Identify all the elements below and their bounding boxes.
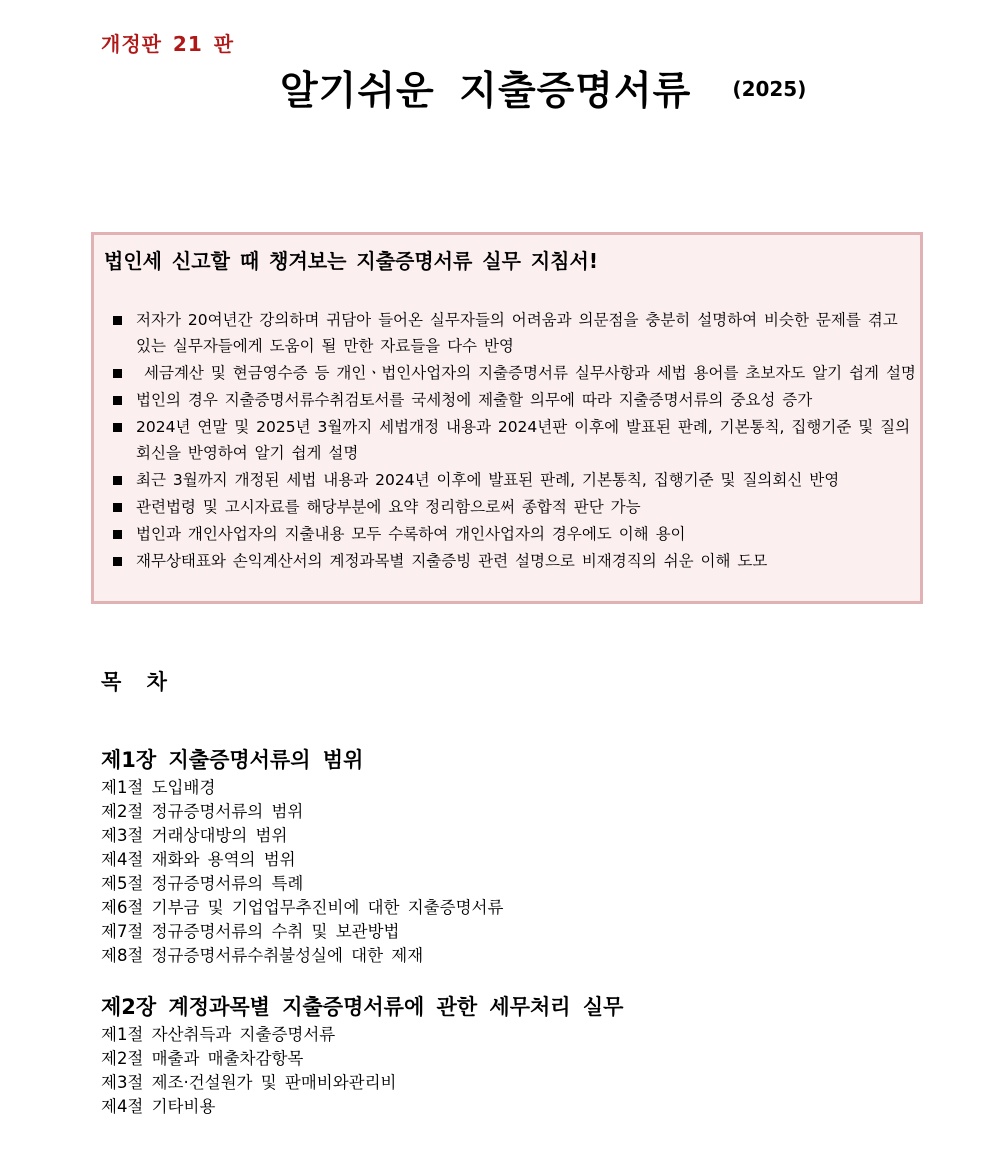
section-item: 제3절 거래상대방의 범위 (101, 826, 288, 845)
section-list (101, 776, 921, 968)
feature-text: 2024년 연말 및 2025년 3월까지 세법개정 내용과 2024년판 이후에 발표된 판례, 기본통칙, 집행기준 및 질의회신을 반영하여 알기 쉽게 설명 (136, 418, 911, 462)
feature-text: 세금계산 및 현금영수증 등 개인ㆍ법인사업자의 지출증명서류 실무사항과 세법 용어를 초보자도 알기 쉽게 설명 (144, 364, 916, 382)
feature-text: 재무상태표와 손익계산서의 계정과목별 지출증빙 관련 설명으로 비재경직의 쉬운 이해 도모 (136, 552, 768, 570)
feature-item (110, 548, 916, 574)
book-title: 알기쉬운 지출증명서류 (280, 69, 692, 114)
square-bullet-icon (113, 503, 122, 512)
square-bullet-icon (113, 476, 122, 485)
section-item: 제6절 기부금 및 기업업무추진비에 대한 지출증명서류 (101, 898, 504, 917)
book-year: (2025) (732, 77, 807, 101)
square-bullet-icon (113, 316, 122, 325)
square-bullet-icon (113, 369, 122, 378)
section-item: 제1절 자산취득과 지출증명서류 (101, 1025, 336, 1044)
section-item: 제5절 정규증명서류의 특례 (101, 874, 304, 893)
section-item: 제3절 제조·건설원가 및 판매비와관리비 (101, 1073, 397, 1092)
chapter-title: 제2장 계정과목별 지출증명서류에 관한 세무처리 실무 (101, 995, 624, 1019)
section-list (101, 1023, 921, 1119)
feature-item (110, 414, 916, 466)
intro-box (91, 232, 923, 604)
square-bullet-icon (113, 557, 122, 566)
section-item: 제7절 정규증명서류의 수취 및 보관방법 (101, 922, 400, 941)
feature-text: 저자가 20여년간 강의하며 귀담아 들어온 실무자들의 어려움과 의문점을 충분히 설명하여 비슷한 문제를 겪고 있는 실무자들에게 도움이 될 만한 자료들을 다수 반영 (136, 311, 898, 355)
title-row (280, 60, 806, 116)
feature-item (110, 360, 916, 386)
feature-text: 관련법령 및 고시자료를 해당부분에 요약 정리함으로써 종합적 판단 가능 (136, 498, 641, 516)
feature-item (110, 521, 916, 547)
section-item: 제8절 정규증명서류수취불성실에 대한 제재 (101, 946, 424, 965)
square-bullet-icon (113, 530, 122, 539)
chapter-title: 제1장 지출증명서류의 범위 (101, 748, 364, 772)
section-item: 제2절 정규증명서류의 범위 (101, 802, 304, 821)
feature-item (110, 494, 916, 520)
section-item: 제4절 기타비용 (101, 1097, 216, 1116)
section-item: 제1절 도입배경 (101, 778, 216, 797)
feature-text: 최근 3월까지 개정된 세법 내용과 2024년 이후에 발표된 판례, 기본통칙, 집행기준 및 질의회신 반영 (136, 471, 840, 489)
square-bullet-icon (113, 423, 122, 432)
feature-text: 법인의 경우 지출증명서류수취검토서를 국세청에 제출할 의무에 따라 지출증명서류의 중요성 증가 (136, 391, 813, 409)
section-item: 제2절 매출과 매출차감항목 (101, 1049, 304, 1068)
feature-text: 법인과 개인사업자의 지출내용 모두 수록하여 개인사업자의 경우에도 이해 용이 (136, 525, 686, 543)
edition-label: 개정판 21 판 (101, 32, 235, 56)
feature-item (110, 387, 916, 413)
feature-list (110, 307, 916, 575)
section-item: 제4절 재화와 용역의 범위 (101, 850, 296, 869)
intro-heading: 법인세 신고할 때 챙겨보는 지출증명서류 실무 지침서! (104, 249, 598, 273)
feature-item (110, 307, 916, 359)
square-bullet-icon (113, 396, 122, 405)
toc-chapter-1 (101, 744, 921, 968)
feature-item (110, 467, 916, 493)
toc-heading: 목 차 (101, 670, 176, 694)
toc-chapter-2 (101, 991, 921, 1119)
